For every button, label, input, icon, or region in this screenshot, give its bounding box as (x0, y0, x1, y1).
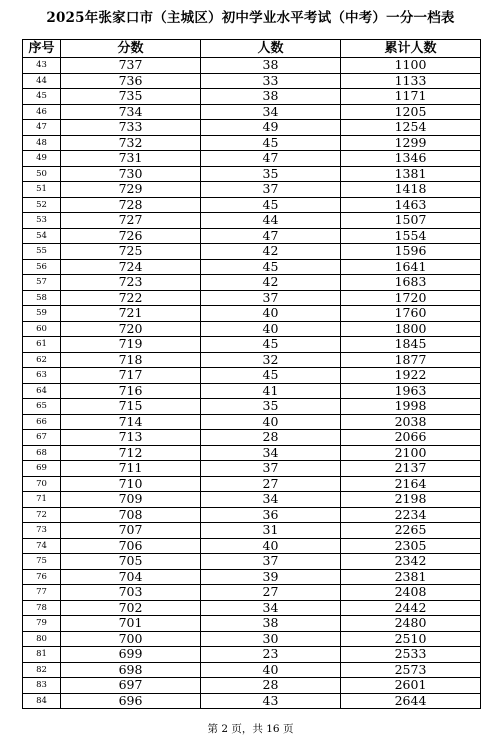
cell-count: 35 (201, 399, 341, 415)
cell-cumulative: 1596 (341, 244, 481, 260)
score-distribution-table (22, 39, 481, 709)
cell-score: 710 (61, 476, 201, 492)
cell-score: 713 (61, 430, 201, 446)
table-row (23, 430, 481, 446)
cell-cumulative: 1254 (341, 120, 481, 136)
cell-seq: 60 (23, 321, 61, 337)
table-row (23, 58, 481, 74)
table-row (23, 414, 481, 430)
cell-cumulative: 1845 (341, 337, 481, 353)
cell-seq: 78 (23, 600, 61, 616)
table-row (23, 647, 481, 663)
table-row (23, 616, 481, 632)
cell-score: 732 (61, 135, 201, 151)
cell-score: 728 (61, 197, 201, 213)
cell-seq: 43 (23, 58, 61, 74)
cell-cumulative: 1922 (341, 368, 481, 384)
cell-count: 28 (201, 430, 341, 446)
cell-seq: 54 (23, 228, 61, 244)
cell-count: 45 (201, 135, 341, 151)
cell-seq: 58 (23, 290, 61, 306)
table-row (23, 507, 481, 523)
table-row (23, 600, 481, 616)
cell-count: 45 (201, 197, 341, 213)
cell-score: 701 (61, 616, 201, 632)
cell-score: 736 (61, 73, 201, 89)
cell-seq: 48 (23, 135, 61, 151)
cell-seq: 49 (23, 151, 61, 167)
cell-cumulative: 2038 (341, 414, 481, 430)
cell-count: 36 (201, 507, 341, 523)
cell-cumulative: 1507 (341, 213, 481, 229)
cell-cumulative: 1299 (341, 135, 481, 151)
cell-score: 715 (61, 399, 201, 415)
cell-seq: 73 (23, 523, 61, 539)
cell-cumulative: 1133 (341, 73, 481, 89)
cell-cumulative: 2480 (341, 616, 481, 632)
cell-seq: 65 (23, 399, 61, 415)
table-row (23, 73, 481, 89)
table-row (23, 492, 481, 508)
cell-seq: 56 (23, 259, 61, 275)
cell-count: 40 (201, 306, 341, 322)
cell-seq: 76 (23, 569, 61, 585)
cell-cumulative: 1418 (341, 182, 481, 198)
cell-count: 47 (201, 151, 341, 167)
cell-score: 723 (61, 275, 201, 291)
header-score: 分数 (61, 40, 201, 58)
cell-count: 27 (201, 476, 341, 492)
table-row (23, 523, 481, 539)
table-row (23, 213, 481, 229)
cell-cumulative: 1998 (341, 399, 481, 415)
cell-count: 45 (201, 259, 341, 275)
table-header-row (23, 40, 481, 58)
page-footer: 第 2 页，共 16 页 (207, 723, 294, 735)
cell-seq: 83 (23, 678, 61, 694)
cell-seq: 68 (23, 445, 61, 461)
cell-count: 40 (201, 414, 341, 430)
cell-score: 737 (61, 58, 201, 74)
cell-seq: 47 (23, 120, 61, 136)
cell-score: 735 (61, 89, 201, 105)
cell-count: 31 (201, 523, 341, 539)
cell-cumulative: 2137 (341, 461, 481, 477)
header-count: 人数 (201, 40, 341, 58)
cell-cumulative: 1346 (341, 151, 481, 167)
cell-seq: 57 (23, 275, 61, 291)
cell-seq: 59 (23, 306, 61, 322)
cell-seq: 61 (23, 337, 61, 353)
cell-count: 38 (201, 616, 341, 632)
cell-score: 707 (61, 523, 201, 539)
cell-score: 727 (61, 213, 201, 229)
table-row (23, 197, 481, 213)
cell-seq: 46 (23, 104, 61, 120)
cell-count: 28 (201, 678, 341, 694)
cell-cumulative: 2198 (341, 492, 481, 508)
cell-score: 698 (61, 662, 201, 678)
cell-score: 722 (61, 290, 201, 306)
table-row (23, 476, 481, 492)
table-row (23, 538, 481, 554)
table-row (23, 306, 481, 322)
cell-score: 712 (61, 445, 201, 461)
cell-seq: 44 (23, 73, 61, 89)
cell-cumulative: 2164 (341, 476, 481, 492)
cell-seq: 66 (23, 414, 61, 430)
cell-count: 33 (201, 73, 341, 89)
cell-count: 30 (201, 631, 341, 647)
table-row (23, 151, 481, 167)
cell-score: 721 (61, 306, 201, 322)
cell-score: 717 (61, 368, 201, 384)
cell-cumulative: 1381 (341, 166, 481, 182)
cell-count: 45 (201, 368, 341, 384)
table-row (23, 383, 481, 399)
cell-cumulative: 2601 (341, 678, 481, 694)
cell-seq: 74 (23, 538, 61, 554)
cell-cumulative: 2408 (341, 585, 481, 601)
cell-score: 714 (61, 414, 201, 430)
table-row (23, 693, 481, 709)
table-row (23, 89, 481, 105)
cell-score: 730 (61, 166, 201, 182)
cell-seq: 62 (23, 352, 61, 368)
table-row (23, 275, 481, 291)
cell-cumulative: 2442 (341, 600, 481, 616)
cell-score: 716 (61, 383, 201, 399)
cell-cumulative: 2265 (341, 523, 481, 539)
cell-seq: 71 (23, 492, 61, 508)
table-row (23, 399, 481, 415)
cell-count: 38 (201, 58, 341, 74)
cell-count: 47 (201, 228, 341, 244)
table-row (23, 259, 481, 275)
cell-count: 27 (201, 585, 341, 601)
cell-count: 40 (201, 538, 341, 554)
cell-cumulative: 2066 (341, 430, 481, 446)
cell-cumulative: 1463 (341, 197, 481, 213)
cell-count: 34 (201, 445, 341, 461)
cell-score: 719 (61, 337, 201, 353)
cell-seq: 64 (23, 383, 61, 399)
cell-seq: 69 (23, 461, 61, 477)
cell-cumulative: 1100 (341, 58, 481, 74)
cell-score: 718 (61, 352, 201, 368)
cell-seq: 67 (23, 430, 61, 446)
cell-seq: 75 (23, 554, 61, 570)
cell-cumulative: 2305 (341, 538, 481, 554)
cell-seq: 70 (23, 476, 61, 492)
cell-count: 40 (201, 321, 341, 337)
cell-count: 37 (201, 554, 341, 570)
cell-count: 43 (201, 693, 341, 709)
table-row (23, 631, 481, 647)
cell-count: 37 (201, 290, 341, 306)
table-row (23, 290, 481, 306)
cell-score: 696 (61, 693, 201, 709)
cell-score: 708 (61, 507, 201, 523)
cell-score: 705 (61, 554, 201, 570)
cell-cumulative: 2342 (341, 554, 481, 570)
cell-cumulative: 2533 (341, 647, 481, 663)
cell-seq: 79 (23, 616, 61, 632)
table-row (23, 228, 481, 244)
cell-cumulative: 1683 (341, 275, 481, 291)
cell-seq: 45 (23, 89, 61, 105)
table-row (23, 678, 481, 694)
cell-count: 39 (201, 569, 341, 585)
cell-seq: 77 (23, 585, 61, 601)
cell-score: 699 (61, 647, 201, 663)
table-row (23, 585, 481, 601)
cell-count: 34 (201, 600, 341, 616)
cell-cumulative: 1554 (341, 228, 481, 244)
cell-score: 704 (61, 569, 201, 585)
cell-seq: 82 (23, 662, 61, 678)
cell-count: 40 (201, 662, 341, 678)
cell-score: 700 (61, 631, 201, 647)
cell-score: 734 (61, 104, 201, 120)
cell-score: 711 (61, 461, 201, 477)
table-row (23, 461, 481, 477)
cell-score: 733 (61, 120, 201, 136)
header-cumulative: 累计人数 (341, 40, 481, 58)
cell-cumulative: 1877 (341, 352, 481, 368)
cell-cumulative: 1720 (341, 290, 481, 306)
cell-seq: 80 (23, 631, 61, 647)
cell-count: 38 (201, 89, 341, 105)
cell-seq: 55 (23, 244, 61, 260)
cell-cumulative: 1171 (341, 89, 481, 105)
cell-score: 702 (61, 600, 201, 616)
cell-count: 44 (201, 213, 341, 229)
cell-cumulative: 2644 (341, 693, 481, 709)
cell-score: 729 (61, 182, 201, 198)
table-row (23, 569, 481, 585)
cell-seq: 72 (23, 507, 61, 523)
table-row (23, 337, 481, 353)
cell-seq: 53 (23, 213, 61, 229)
cell-score: 706 (61, 538, 201, 554)
cell-count: 23 (201, 647, 341, 663)
header-seq: 序号 (23, 40, 61, 58)
cell-count: 45 (201, 337, 341, 353)
cell-count: 42 (201, 275, 341, 291)
cell-count: 34 (201, 492, 341, 508)
cell-cumulative: 1760 (341, 306, 481, 322)
cell-cumulative: 2510 (341, 631, 481, 647)
cell-count: 41 (201, 383, 341, 399)
cell-cumulative: 1963 (341, 383, 481, 399)
cell-count: 32 (201, 352, 341, 368)
table-row (23, 182, 481, 198)
cell-count: 49 (201, 120, 341, 136)
cell-count: 37 (201, 182, 341, 198)
table-row (23, 445, 481, 461)
cell-cumulative: 2234 (341, 507, 481, 523)
table-row (23, 244, 481, 260)
table-row (23, 120, 481, 136)
table-row (23, 135, 481, 151)
table-body (23, 58, 481, 709)
document-title: 2025年张家口市（主城区）初中学业水平考试（中考）一分一档表 (46, 10, 455, 26)
cell-cumulative: 2381 (341, 569, 481, 585)
table-row (23, 554, 481, 570)
cell-score: 726 (61, 228, 201, 244)
cell-score: 720 (61, 321, 201, 337)
cell-cumulative: 1800 (341, 321, 481, 337)
cell-cumulative: 2573 (341, 662, 481, 678)
cell-count: 34 (201, 104, 341, 120)
cell-seq: 63 (23, 368, 61, 384)
cell-score: 725 (61, 244, 201, 260)
cell-score: 703 (61, 585, 201, 601)
cell-score: 731 (61, 151, 201, 167)
cell-count: 35 (201, 166, 341, 182)
cell-cumulative: 2100 (341, 445, 481, 461)
table-row (23, 321, 481, 337)
cell-seq: 81 (23, 647, 61, 663)
cell-seq: 52 (23, 197, 61, 213)
table-row (23, 104, 481, 120)
cell-score: 709 (61, 492, 201, 508)
cell-count: 37 (201, 461, 341, 477)
cell-count: 42 (201, 244, 341, 260)
cell-score: 724 (61, 259, 201, 275)
table-row (23, 166, 481, 182)
cell-cumulative: 1205 (341, 104, 481, 120)
cell-cumulative: 1641 (341, 259, 481, 275)
cell-seq: 50 (23, 166, 61, 182)
cell-seq: 84 (23, 693, 61, 709)
table-row (23, 352, 481, 368)
cell-seq: 51 (23, 182, 61, 198)
table-row (23, 368, 481, 384)
cell-score: 697 (61, 678, 201, 694)
table-row (23, 662, 481, 678)
